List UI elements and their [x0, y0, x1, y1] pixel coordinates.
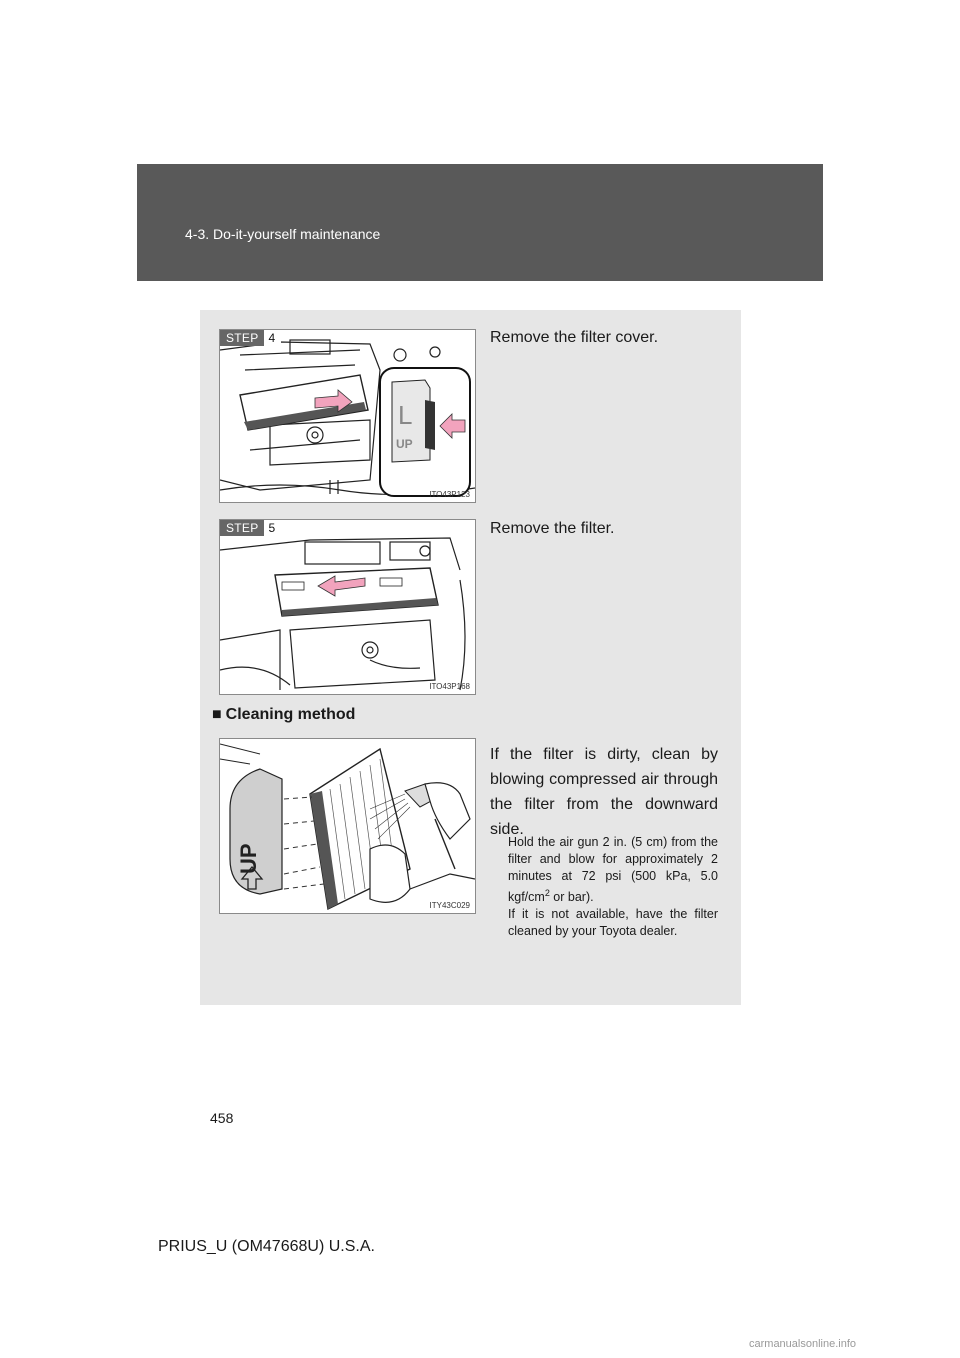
fig-label-up: UP: [396, 437, 413, 451]
note-part-1: Hold the air gun 2 in. (5 cm) from the filter and blow for approximately 2 minutes at 72 psi (500 kPa, 5.0 kgf/cm: [508, 835, 718, 905]
filter-removal-illustration: [220, 520, 475, 694]
cleaning-main-text: If the filter is dirty, clean by blowing compressed air through the filter from the downward side.: [490, 746, 718, 838]
bullet-square-icon: ■: [212, 706, 222, 723]
document-footer: PRIUS_U (OM47668U) U.S.A.: [158, 1238, 375, 1255]
note-superscript: 2: [544, 888, 550, 898]
step-label: STEP: [220, 330, 264, 346]
cleaning-note: [508, 834, 718, 940]
step-label: STEP: [220, 520, 264, 536]
cleaning-figure: [219, 738, 476, 914]
step-4-instruction: Remove the filter cover.: [490, 329, 659, 346]
note-part-3: If it is not available, have the filter cleaned by your Toyota dealer.: [508, 907, 718, 939]
step-5-badge: [220, 520, 281, 536]
section-title: 4-3. Do-it-yourself maintenance: [185, 226, 381, 242]
step-number: 4: [264, 330, 282, 346]
note-part-2: or bar).: [549, 890, 594, 905]
figure-code: ITO43P168: [429, 682, 470, 691]
step-4-figure: [219, 329, 476, 503]
figure-code: ITY43C029: [429, 901, 470, 910]
figure-code: ITO43P123: [429, 490, 470, 499]
fig-label-up: UP: [236, 843, 261, 874]
air-gun-cleaning-illustration: [220, 739, 475, 913]
step-number: 5: [264, 520, 282, 536]
heading-text: Cleaning method: [225, 706, 356, 723]
step-5-instruction: Remove the filter.: [490, 520, 615, 537]
fig-label-l: L: [398, 400, 413, 430]
page-header: [137, 164, 823, 281]
page-number: 458: [210, 1110, 234, 1126]
step-4-badge: [220, 330, 281, 346]
watermark: carmanualsonline.info: [749, 1338, 857, 1350]
step-5-figure: [219, 519, 476, 695]
filter-cover-illustration: [220, 330, 475, 502]
cleaning-method-heading: [212, 706, 355, 724]
